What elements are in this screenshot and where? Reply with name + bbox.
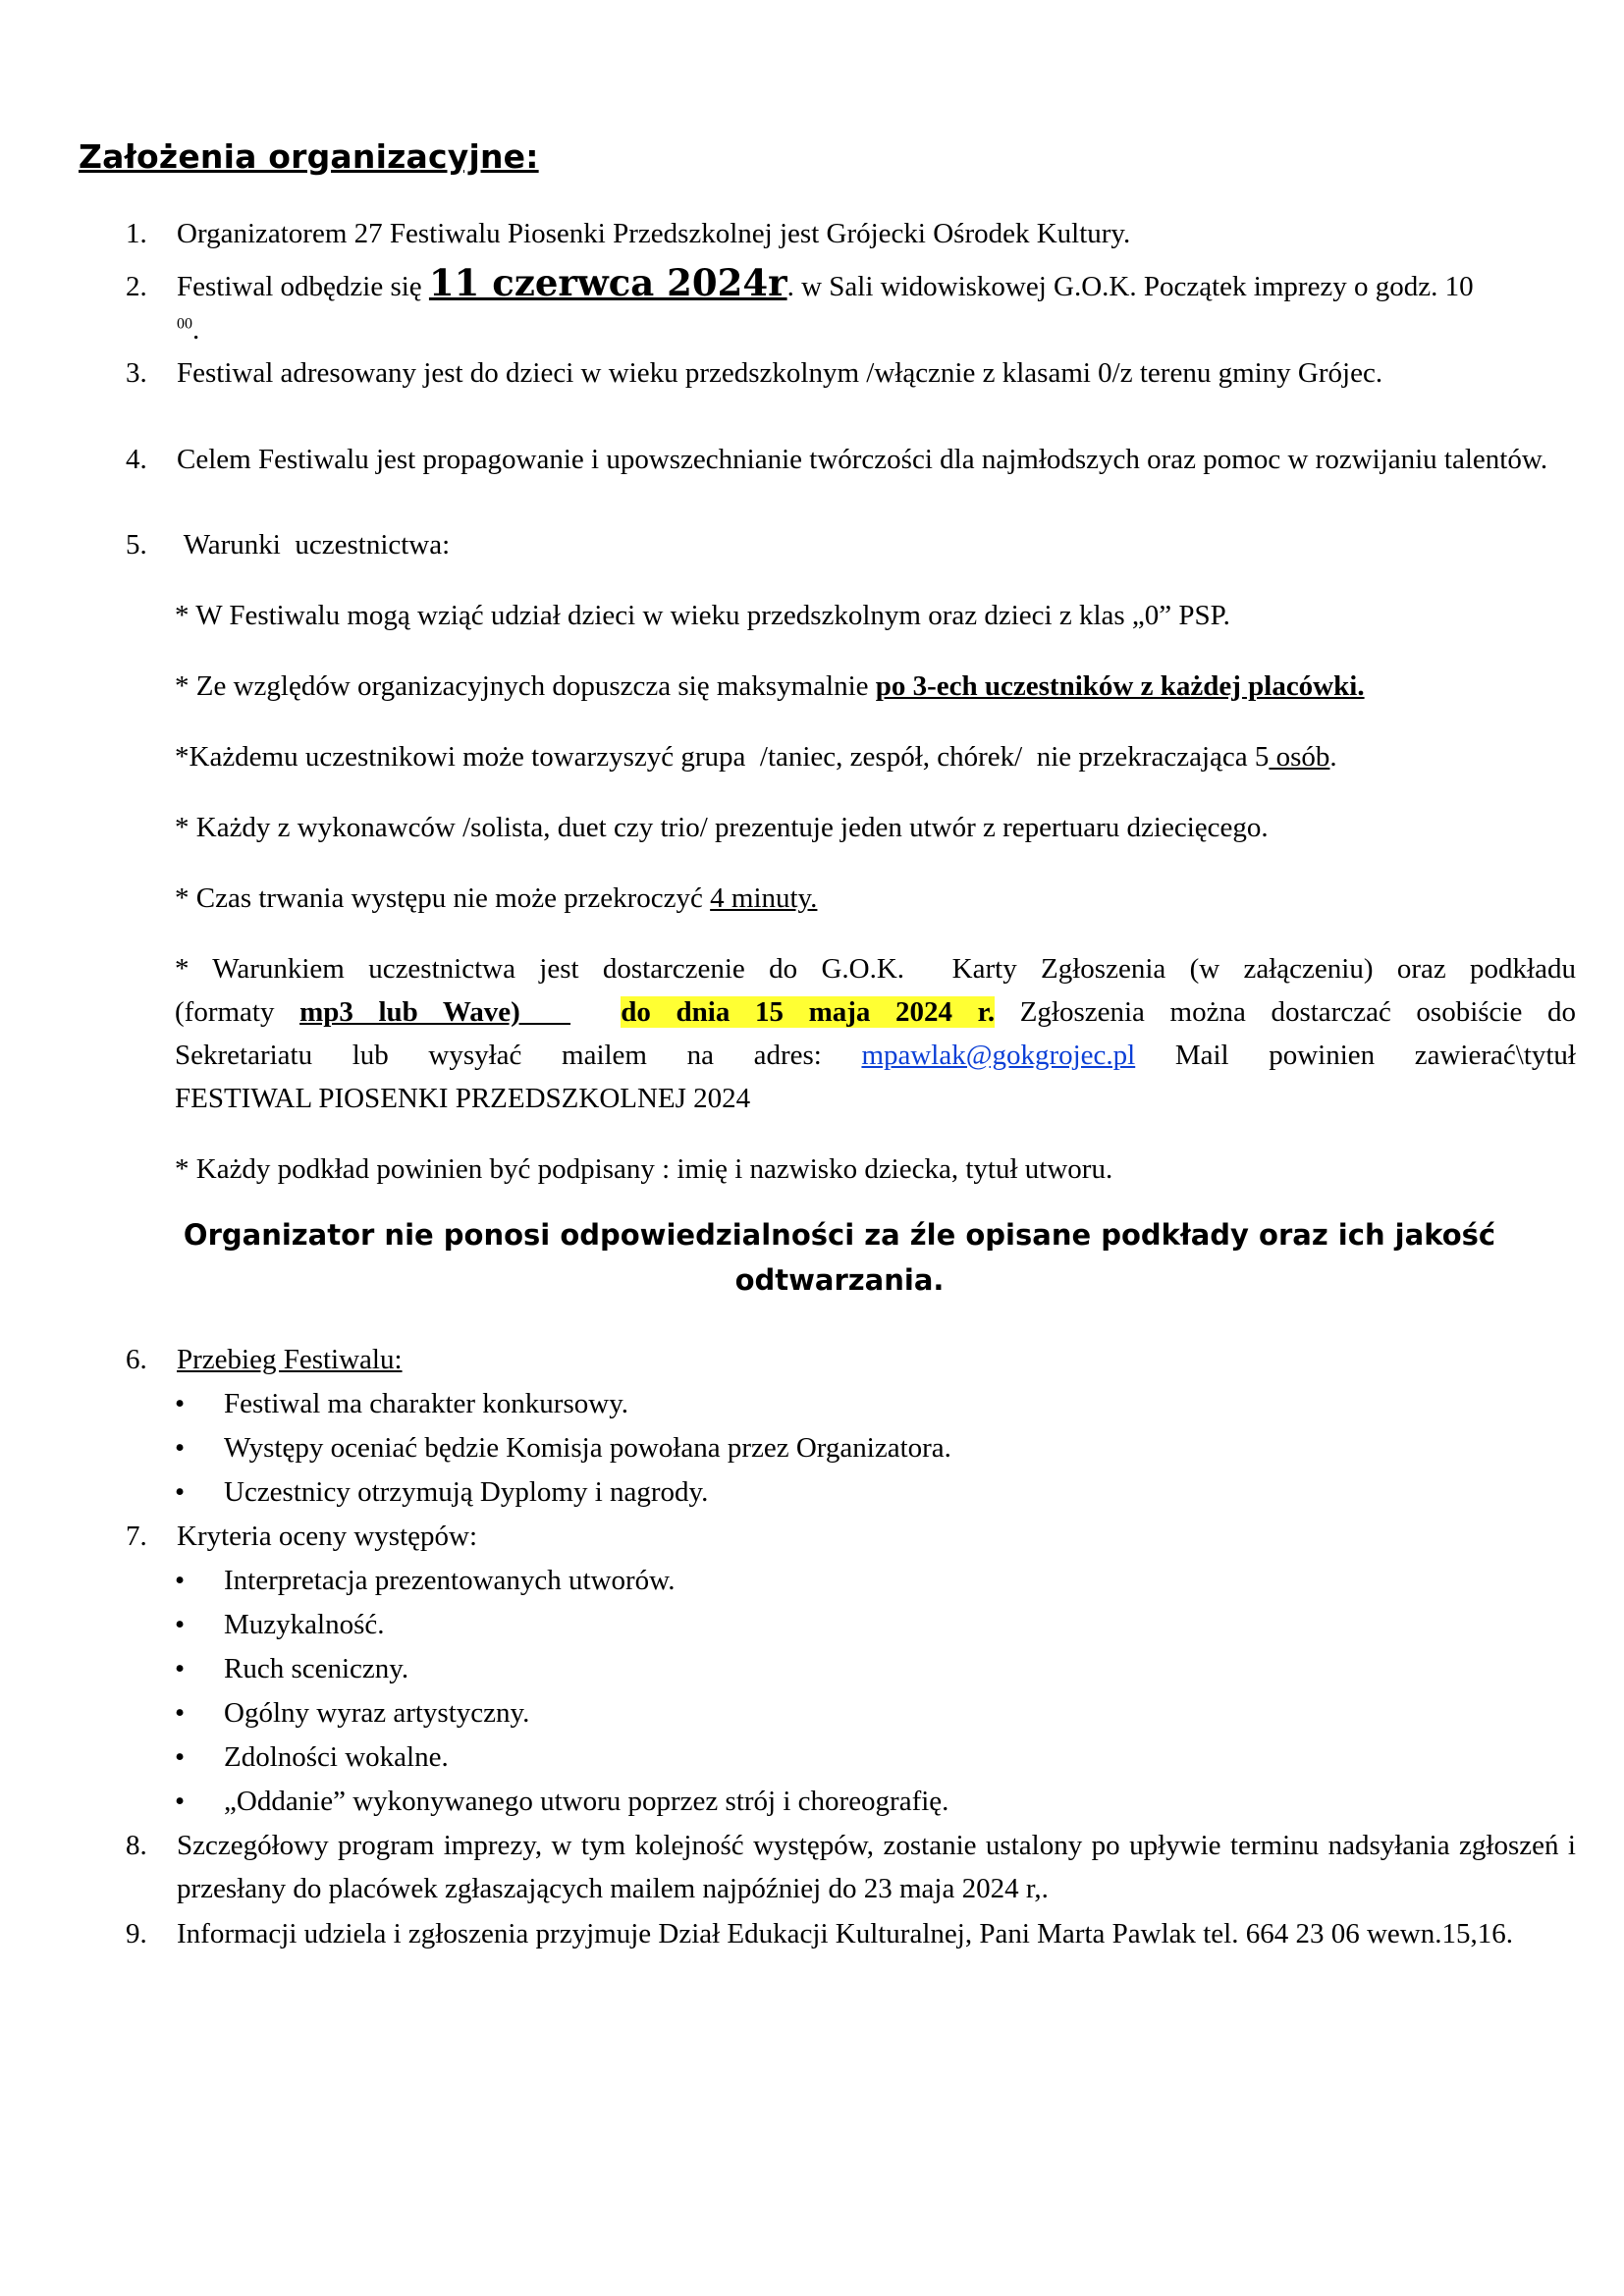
item-text-post: . w Sali widowiskowej G.O.K. Początek imprezy o godz. 10 xyxy=(786,271,1474,302)
notice-line-2: odtwarzania. xyxy=(734,1263,945,1297)
bullet-icon: • xyxy=(175,1476,186,1508)
item-number: 9. xyxy=(126,1918,147,1949)
condition-4: * Każdy z wykonawców /solista, duet czy trio/ prezentuje jeden utwór z repertuaru dziecięcego. xyxy=(175,812,1269,843)
item-text: Warunki uczestnictwa: xyxy=(177,529,451,561)
condition-text: * Ze względów organizacyjnych dopuszcza się maksymalnie xyxy=(175,670,876,702)
item-text: Organizatorem 27 Festiwalu Piosenki Przedszkolnej jest Grójecki Ośrodek Kultury. xyxy=(177,218,1131,249)
notice-line-1: Organizator nie ponosi odpowiedzialności za źle opisane podkłady oraz ich jakość xyxy=(183,1218,1496,1252)
condition-text: Sekretariatu lub wysyłać mailem na adres: xyxy=(175,1040,862,1071)
condition-text: * Czas trwania występu nie może przekroczyć xyxy=(175,882,711,914)
bullet-text: Interpretacja prezentowanych utworów. xyxy=(224,1565,676,1596)
item-number: 5. xyxy=(126,529,147,561)
email-link[interactable]: mpawlak@gokgrojec.pl xyxy=(861,1040,1136,1071)
item-text: Przebieg Festiwalu: xyxy=(177,1344,403,1375)
item-text xyxy=(177,261,1576,351)
item-number: 3. xyxy=(126,357,147,389)
bullet-icon: • xyxy=(175,1609,186,1640)
condition-text: Mail powinien zawierać\tytuł xyxy=(1135,1040,1576,1071)
bullet-icon: • xyxy=(175,1388,186,1419)
condition-6-line-1: * Warunkiem uczestnictwa jest dostarczenie do G.O.K. Karty Zgłoszenia (w załączeniu) oraz podkładu xyxy=(175,953,1576,985)
item-number: 4. xyxy=(126,444,147,475)
item-text: Celem Festiwalu jest propagowanie i upowszechnianie twórczości dla najmłodszych oraz pomoc w rozwijaniu talentów. xyxy=(177,444,1548,475)
condition-underlined: 4 minuty. xyxy=(710,882,818,914)
bullet-text: Zdolności wokalne. xyxy=(224,1741,449,1773)
festival-date: 11 czerwca 2024r xyxy=(428,261,787,304)
time-superscript: 00 xyxy=(177,315,192,333)
condition-5 xyxy=(175,877,1576,920)
bullet-text: Ruch sceniczny. xyxy=(224,1653,409,1684)
bullet-icon: • xyxy=(175,1653,186,1684)
page-title: Założenia organizacyjne: xyxy=(79,137,539,176)
condition-7: * Każdy podkład powinien być podpisany : imię i nazwisko dziecka, tytuł utworu. xyxy=(175,1153,1113,1185)
item-text-pre: Festiwal odbędzie się xyxy=(177,271,429,302)
condition-end: . xyxy=(1329,741,1337,773)
condition-6-line-4: FESTIWAL PIOSENKI PRZEDSZKOLNEJ 2024 xyxy=(175,1083,751,1114)
bullet-text: Występy oceniać będzie Komisja powołana przez Organizatora. xyxy=(224,1432,951,1464)
condition-2 xyxy=(175,665,1576,708)
condition-3 xyxy=(175,735,1576,778)
bullet-text: „Oddanie” wykonywanego utworu poprzez strój i choreografię. xyxy=(224,1786,949,1817)
item-text-end: . xyxy=(192,314,200,346)
deadline-highlight: do dnia 15 maja 2024 r. xyxy=(621,996,996,1028)
item-number: 1. xyxy=(126,218,147,249)
bullet-text: Festiwal ma charakter konkursowy. xyxy=(224,1388,629,1419)
bullet-text: Ogólny wyraz artystyczny. xyxy=(224,1697,530,1729)
file-formats: mp3 lub Wave) xyxy=(299,996,571,1028)
item-number: 6. xyxy=(126,1344,147,1375)
item-text: Kryteria oceny występów: xyxy=(177,1521,478,1552)
item-number: 7. xyxy=(126,1521,147,1552)
item-number: 8. xyxy=(126,1830,147,1861)
bullet-text: Uczestnicy otrzymują Dyplomy i nagrody. xyxy=(224,1476,709,1508)
bullet-icon: • xyxy=(175,1786,186,1817)
condition-1: * W Festiwalu mogą wziąć udział dzieci w wieku przedszkolnym oraz dzieci z klas „0” PSP. xyxy=(175,600,1230,631)
item-text: Festiwal adresowany jest do dzieci w wieku przedszkolnym /włącznie z klasami 0/z terenu gminy Grójec. xyxy=(177,357,1383,389)
condition-text: Zgłoszenia można dostarczać osobiście do xyxy=(995,996,1576,1028)
condition-emphasis: po 3-ech uczestników z każdej placówki. xyxy=(875,670,1365,702)
bullet-text: Muzykalność. xyxy=(224,1609,385,1640)
bullet-icon: • xyxy=(175,1697,186,1729)
bullet-icon: • xyxy=(175,1741,186,1773)
item-text: Informacji udziela i zgłoszenia przyjmuje Dział Edukacji Kulturalnej, Pani Marta Pawlak tel. 664 23 06 wewn.15,16. xyxy=(177,1918,1513,1949)
condition-text: (formaty xyxy=(175,996,300,1028)
condition-6-line-3 xyxy=(175,1034,1576,1077)
condition-text: *Każdemu uczestnikowi może towarzyszyć grupa /taniec, zespół, chórek/ nie przekraczająca 5 xyxy=(175,741,1270,773)
condition-underlined: osób xyxy=(1269,741,1330,773)
item-number: 2. xyxy=(126,271,147,302)
bullet-icon: • xyxy=(175,1432,186,1464)
bullet-icon: • xyxy=(175,1565,186,1596)
condition-6-line-2 xyxy=(175,990,1576,1034)
item-text: Szczegółowy program imprezy, w tym kolejność występów, zostanie ustalony po upływie terminu nadsyłania zgłoszeń i przesłany do placówek zgłaszających mailem najpóźniej do 23 maja 2024 r,. xyxy=(177,1830,1576,1904)
disclaimer-notice xyxy=(175,1212,1504,1303)
